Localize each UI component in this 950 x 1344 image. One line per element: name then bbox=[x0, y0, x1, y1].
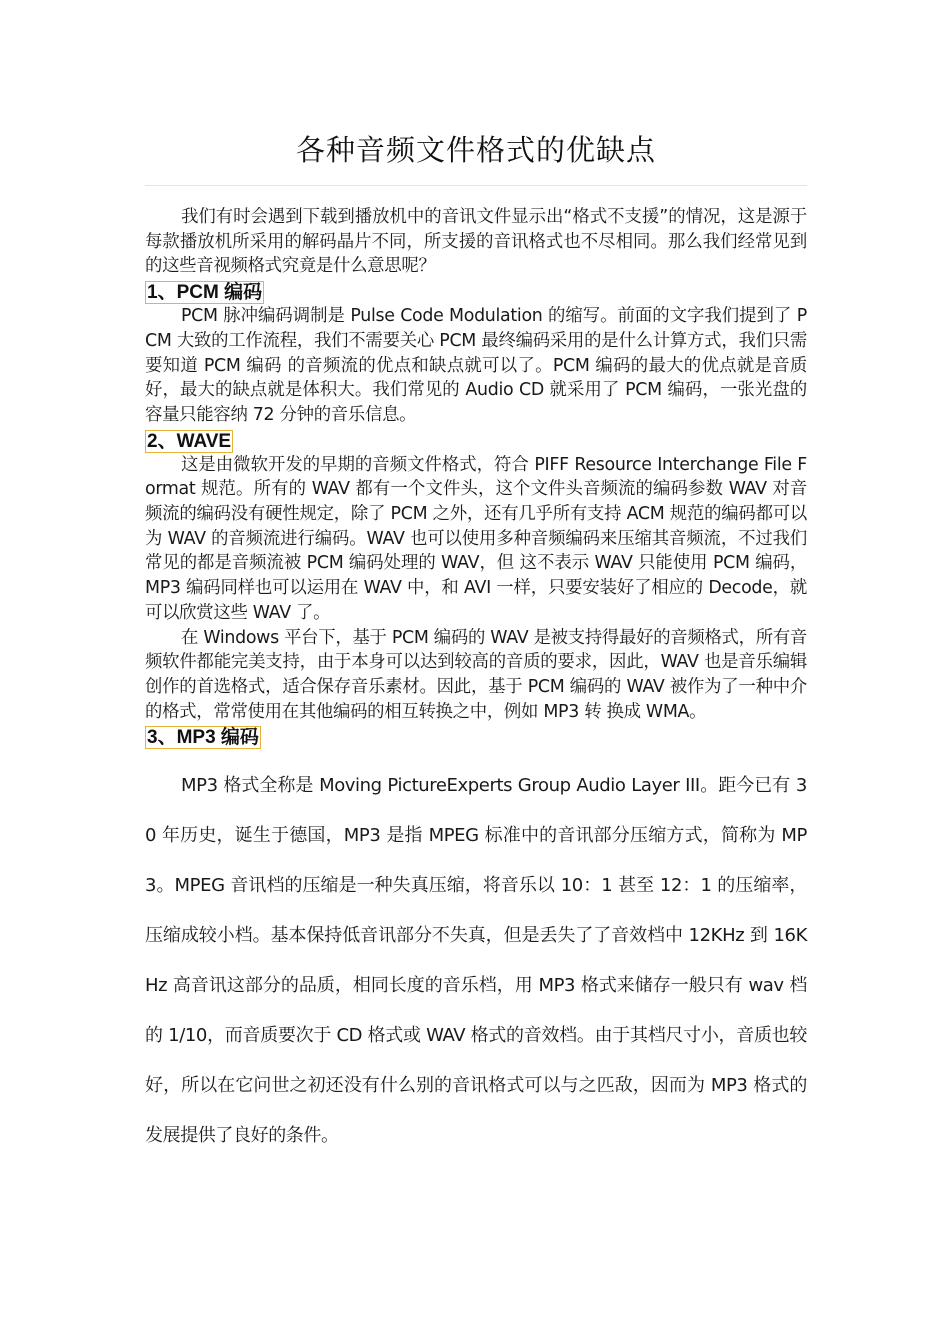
section-heading-wrap bbox=[145, 428, 807, 453]
wave-paragraph-2: 在 Windows 平台下，基于 PCM 编码的 WAV 是被支持得最好的音频格式，所有音频软件都能完美支持，由于本身可以达到较高的音质的要求，因此，WAV 也是音乐编辑创作的首选格式，适合保存音乐素材。因此，基于 PCM 编码的 WAV 被作为了一种中介的格式，常常使用在其他编码的相互转换之中，例如 MP3 转 换成 WMA。 bbox=[145, 627, 808, 722]
section-heading-mp3: 3、MP3 编码 bbox=[147, 727, 259, 749]
wave-paragraph-1: 这是由微软开发的早期的音频文件格式，符合 PIFF Resource Interchange File Format 规范。所有的 WAV 都有一个文件头，这个文件头音频流的编码参数 WAV 对音频流的编码没有硬性规定，除了 PCM 之外，还有几乎所有支持 ACM 规范的编码都可以为 WAV 的音频流进行编码。WAV 也可以使用多种音频编码来压缩其音频流，不过我们常见的都是音频流被 PCM 编码处理的 WAV，但 这不表示 WAV 只能使用 PCM 编码，MP3 编码同样也可以运用在 WAV 中，和 AVI 一样，只要安装好了相应的 Decode，就可以欣赏这些 WAV 了。 bbox=[145, 454, 807, 623]
section-heading-wave: 2、WAVE bbox=[147, 430, 232, 452]
mp3-paragraph: MP3 格式全称是 Moving PictureExperts Group Audio Layer III。距今已有 30 年历史，诞生于德国，MP3 是指 MPEG 标准中的音讯部分压缩方式，简称为 MP3。MPEG 音讯档的压缩是一种失真压缩，将音乐以 10：1 甚至 12：1 的压缩率，压缩成较小档。基本保持低音讯部分不失真，但是丢失了了音效档中 12KHz 到 16KHz 高音讯这部分的品质，相同长度的音乐档，用 MP3 格式来储存一般只有 wav 档的 1/10，而音质要次于 CD 格式或 WAV 格式的音效档。由于其档尺寸小，音质也较好，所以在它问世之初还没有什么别的音讯格式可以与之匹敌，因而为 MP3 格式的发展提供了良好的条件。 bbox=[145, 775, 807, 1147]
intro-paragraph: 我们有时会遇到下载到播放机中的音讯文件显示出“格式不支援”的情况，这是源于每款播放机所采用的解码晶片不同，所支援的音讯格式也不尽相同。那么我们经常见到的这些音视频格式究竟是什么意思呢？ bbox=[145, 207, 807, 277]
section-heading-wrap bbox=[145, 279, 807, 304]
section-heading-wrap bbox=[145, 724, 807, 749]
page-title: 各种音频文件格式的优缺点 bbox=[295, 133, 656, 167]
title-divider bbox=[145, 185, 807, 186]
pcm-paragraph: PCM 脉冲编码调制是 Pulse Code Modulation 的缩写。前面的文字我们提到了 PCM 大致的工作流程，我们不需要关心 PCM 最终编码采用的是什么计算方式，我们只需要知道 PCM 编码 的音频流的优点和缺点就可以了。PCM 编码的最大的优点就是音质好，最大的缺点就是体积大。我们常见的 Audio CD 就采用了 PCM 编码，一张光盘的容量只能容纳 72 分钟的音乐信息。 bbox=[145, 306, 807, 425]
section-heading-pcm: 1、PCM 编码 bbox=[147, 282, 263, 304]
document-body bbox=[145, 205, 807, 1161]
